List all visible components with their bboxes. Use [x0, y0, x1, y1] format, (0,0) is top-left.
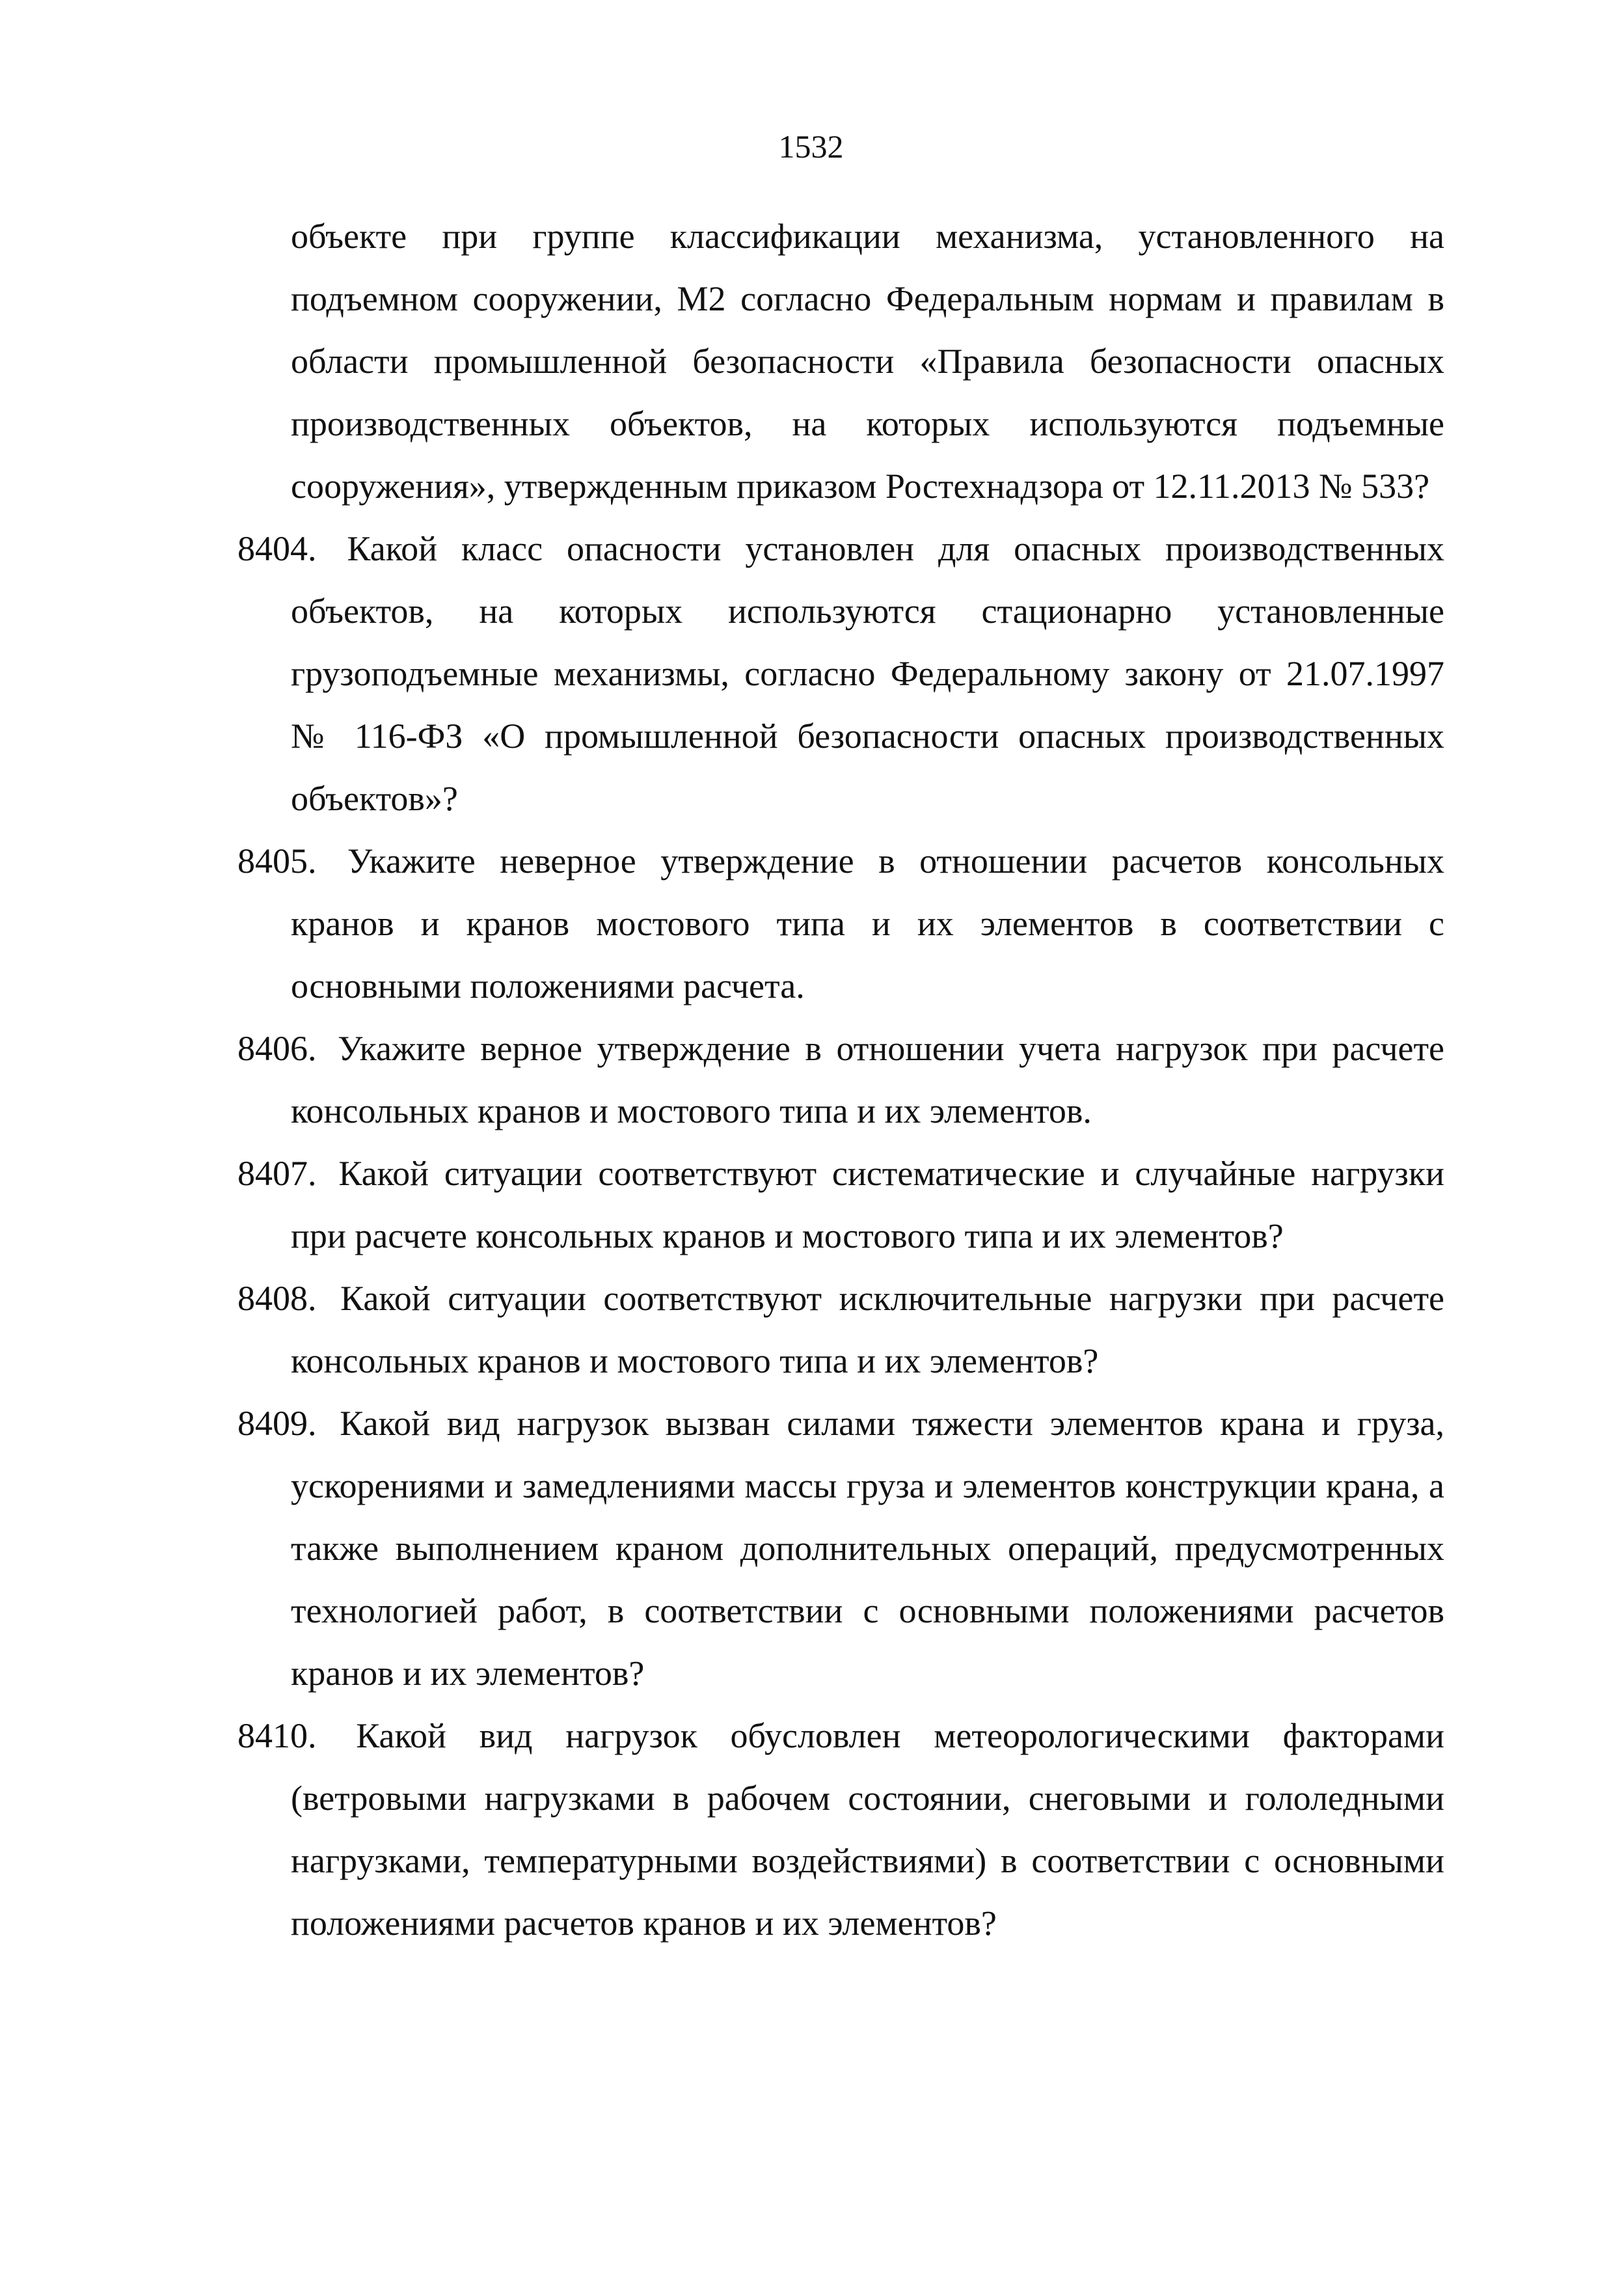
question-item: [237, 517, 1445, 830]
question-continuation: кранов и кранов мостового типа и их элементов в соответствии с основными положениями расчета.: [291, 904, 1444, 1005]
question-item: [237, 1704, 1445, 1954]
question-continuation: при расчете консольных кранов и мостового типа и их элементов?: [291, 1216, 1284, 1255]
question-lead-text: Какой вид нагрузок обусловлен метеорологическими факторами: [356, 1716, 1445, 1755]
question-item: [237, 830, 1445, 1017]
question-first-line: [237, 1017, 1444, 1080]
question-first-line: [237, 1392, 1444, 1455]
question-lead-text: Укажите верное утверждение в отношении учета нагрузок при расчете: [338, 1029, 1445, 1068]
question-lead-text: Какой класс опасности установлен для опасных производственных: [347, 529, 1445, 568]
question-number: 8405.: [237, 841, 317, 881]
question-number: 8410.: [237, 1716, 317, 1755]
question-first-line: [237, 1267, 1444, 1330]
question-lead-text: Какой ситуации соответствуют исключительные нагрузки при расчете: [340, 1279, 1445, 1318]
question-continuation: (ветровыми нагрузками в рабочем состоянии, снеговыми и гололедными нагрузками, температурными воздействиями) в соответствии с основными положениями расчетов кранов и их элементов?: [291, 1779, 1444, 1943]
question-continuation: ускорениями и замедлениями массы груза и элементов конструкции крана, а также выполнением краном дополнительных операций, предусмотренных технологией работ, в соответствии с основными положениями расчетов кранов и их элементов?: [291, 1466, 1444, 1693]
question-item: [237, 1017, 1445, 1142]
question-continuation: консольных кранов и мостового типа и их элементов?: [291, 1341, 1099, 1380]
question-continuation: объектов, на которых используются стационарно установленные грузоподъемные механизмы, согласно Федеральному закону от 21.07.1997 № 116-ФЗ «О промышленной безопасности опасных производственных объектов»?: [291, 592, 1444, 818]
question-first-line: [237, 830, 1444, 892]
question-first-line: [237, 1142, 1444, 1205]
document-body: [237, 205, 1445, 1954]
question-number: 8409.: [237, 1404, 317, 1443]
question-continuation: консольных кранов и мостового типа и их элементов.: [291, 1091, 1092, 1130]
question-lead-text: Укажите неверное утверждение в отношении расчетов консольных: [347, 841, 1445, 881]
question-number: 8407.: [237, 1154, 317, 1193]
question-lead-text: Какой вид нагрузок вызван силами тяжести элементов крана и груза,: [340, 1404, 1444, 1443]
question-number: 8404.: [237, 529, 317, 568]
question-number: 8408.: [237, 1279, 317, 1318]
intro-paragraph: объекте при группе классификации механизма, установленного на подъемном сооружении, М2 согласно Федеральным нормам и правилам в области промышленной безопасности «Правила безопасности опасных производственных объектов, на которых используются подъемные сооружения», утвержденным приказом Ростехнадзора от 12.11.2013 № 533?: [291, 217, 1444, 506]
question-item: [237, 1142, 1445, 1267]
question-item: [237, 1267, 1445, 1392]
question-lead-text: Какой ситуации соответствуют систематические и случайные нагрузки: [338, 1154, 1445, 1193]
question-list: [237, 517, 1445, 1954]
question-first-line: [237, 1704, 1444, 1767]
question-number: 8406.: [237, 1029, 317, 1068]
question-first-line: [237, 517, 1444, 580]
question-item: [237, 1392, 1444, 1704]
page-number: 1532: [778, 128, 844, 165]
